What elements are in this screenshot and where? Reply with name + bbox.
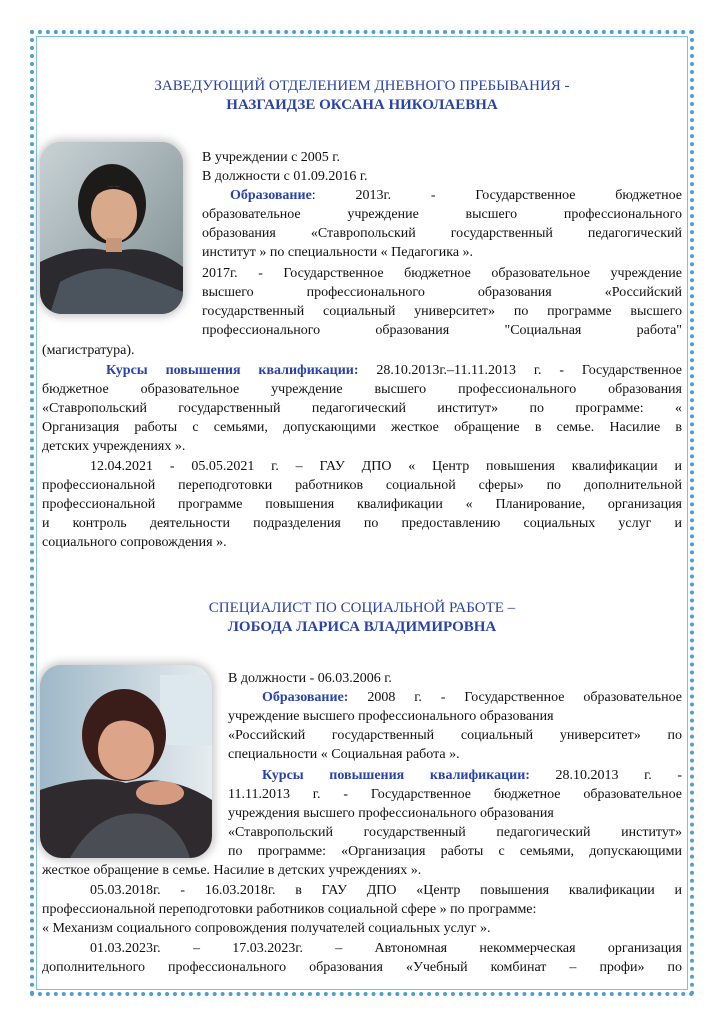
section1-education2-line: государственный социальный университет» по программе высшего bbox=[202, 304, 682, 319]
section1-courses-label: Курсы повышения квалификации: bbox=[106, 363, 359, 378]
section2-education-tail: специальности « Социальная работа ». bbox=[228, 747, 460, 762]
section1-courses2-line: и контроль деятельности подразделения по предоставлению социальных услуг и bbox=[42, 516, 682, 531]
section1-title: ЗАВЕДУЮЩИЙ ОТДЕЛЕНИЕМ ДНЕВНОГО ПРЕБЫВАНИЯ - bbox=[154, 78, 570, 94]
section1-courses-rest: 28.10.2013г.–11.11.2013 г. - Государственное bbox=[358, 363, 682, 378]
section2-education-rest: 2008 г. - Государственное образовательное bbox=[348, 690, 682, 705]
section2-courses2-tail: « Механизм социального сопровождения получателей социальных услуг ». bbox=[42, 921, 491, 936]
section2-courses-tail: жесткое обращение в семье. Насилие в детских учреждениях ». bbox=[42, 863, 422, 878]
section2-heading bbox=[40, 599, 684, 637]
section1-education2-line: 2017г. - Государственное бюджетное образовательное учреждение bbox=[202, 266, 682, 281]
section2-courses2-line2: профессиональной переподготовки работников социальной сфере » по программе: bbox=[42, 902, 537, 917]
section1-education-first bbox=[202, 186, 682, 205]
section2-education-line: учреждение высшего профессионального образования bbox=[228, 709, 554, 724]
section2-education-line3: «Российский государственный социальный университет» по bbox=[228, 728, 682, 743]
section2-courses-first bbox=[228, 766, 682, 785]
section1-heading bbox=[40, 77, 684, 115]
section2-courses3-line: дополнительного профессионального образования «Учебный комбинат – профи» по bbox=[42, 960, 682, 975]
section2-title: СПЕЦИАЛИСТ ПО СОЦИАЛЬНОЙ РАБОТЕ – bbox=[208, 600, 516, 616]
portrait-image-1 bbox=[40, 142, 183, 314]
section2-courses3-line: 01.03.2023г. – 17.03.2023г. – Автономная некоммерческая организация bbox=[90, 941, 682, 956]
section2-position-line: В должности - 06.03.2006 г. bbox=[228, 671, 392, 686]
section1-position-line: В должности с 01.09.2016 г. bbox=[202, 169, 368, 184]
section1-education-line: образовательное учреждение высшего профессионального bbox=[202, 207, 682, 222]
employee-photo-2 bbox=[40, 665, 212, 858]
section2-courses-rest: 28.10.2013 г. - bbox=[529, 768, 683, 783]
section1-courses2-tail: социального сопровождения ». bbox=[42, 535, 227, 550]
section1-education-line: институт » по специальности « Педагогика ». bbox=[202, 245, 474, 260]
portrait-image-2 bbox=[40, 665, 212, 858]
section1-education2-line: высшего профессионального образования «Российский bbox=[202, 285, 682, 300]
section1-courses2-line: 12.04.2021 - 05.05.2021 г. – ГАУ ДПО « Центр повышения квалификации и bbox=[90, 459, 682, 474]
section1-courses-line: Организация работы с семьями, допускающими жесткое обращение в семье. Насилие в bbox=[42, 420, 682, 435]
section2-courses-line2: учреждения высшего профессионального образования bbox=[228, 806, 554, 821]
section2-courses-label: Курсы повышения квалификации: bbox=[262, 768, 530, 783]
section1-courses-tail: детских учреждениях ». bbox=[42, 439, 186, 454]
section1-courses-line: «Ставропольский государственный педагогический институт» по программе: « bbox=[42, 401, 682, 416]
section1-courses2-line: профессиональной программе повышения квалификации « Планирование, организация bbox=[42, 497, 682, 512]
section1-education2-tail: (магистратура). bbox=[42, 343, 135, 358]
section2-education-first bbox=[228, 688, 682, 707]
section1-courses-first bbox=[42, 361, 682, 380]
section1-name: НАЗГАИДЗЕ ОКСАНА НИКОЛАЕВНА bbox=[226, 97, 498, 113]
section2-courses-line4: по программе: «Организация работы с семьями, допускающими bbox=[228, 844, 682, 859]
section1-education-rest: : 2013г. - Государственное бюджетное bbox=[311, 188, 682, 203]
section1-education-label: Образование bbox=[230, 188, 312, 203]
section1-education-line: образования «Ставропольский государственный педагогический bbox=[202, 226, 682, 241]
section2-courses-line3: «Ставропольский государственный педагогический институт» bbox=[228, 825, 682, 840]
section1-courses2-line: профессиональной переподготовки работников социальной сферы» по дополнительной bbox=[42, 478, 682, 493]
section2-name: ЛОБОДА ЛАРИСА ВЛАДИМИРОВНА bbox=[227, 619, 497, 635]
section2-courses-line: 11.11.2013 г. - Государственное бюджетное образовательное bbox=[228, 787, 682, 802]
section2-courses2-line: 05.03.2018г. - 16.03.2018г. в ГАУ ДПО «Центр повышения квалификации и bbox=[90, 883, 682, 898]
section1-courses-line: бюджетное образовательное учреждение высшего профессионального образования bbox=[42, 382, 682, 397]
section2-education-label: Образование: bbox=[262, 690, 349, 705]
section1-since-line: В учреждении с 2005 г. bbox=[202, 150, 340, 165]
section1-education2-line: профессионального образования "Социальная работа" bbox=[202, 323, 682, 338]
employee-photo-1 bbox=[40, 142, 183, 314]
